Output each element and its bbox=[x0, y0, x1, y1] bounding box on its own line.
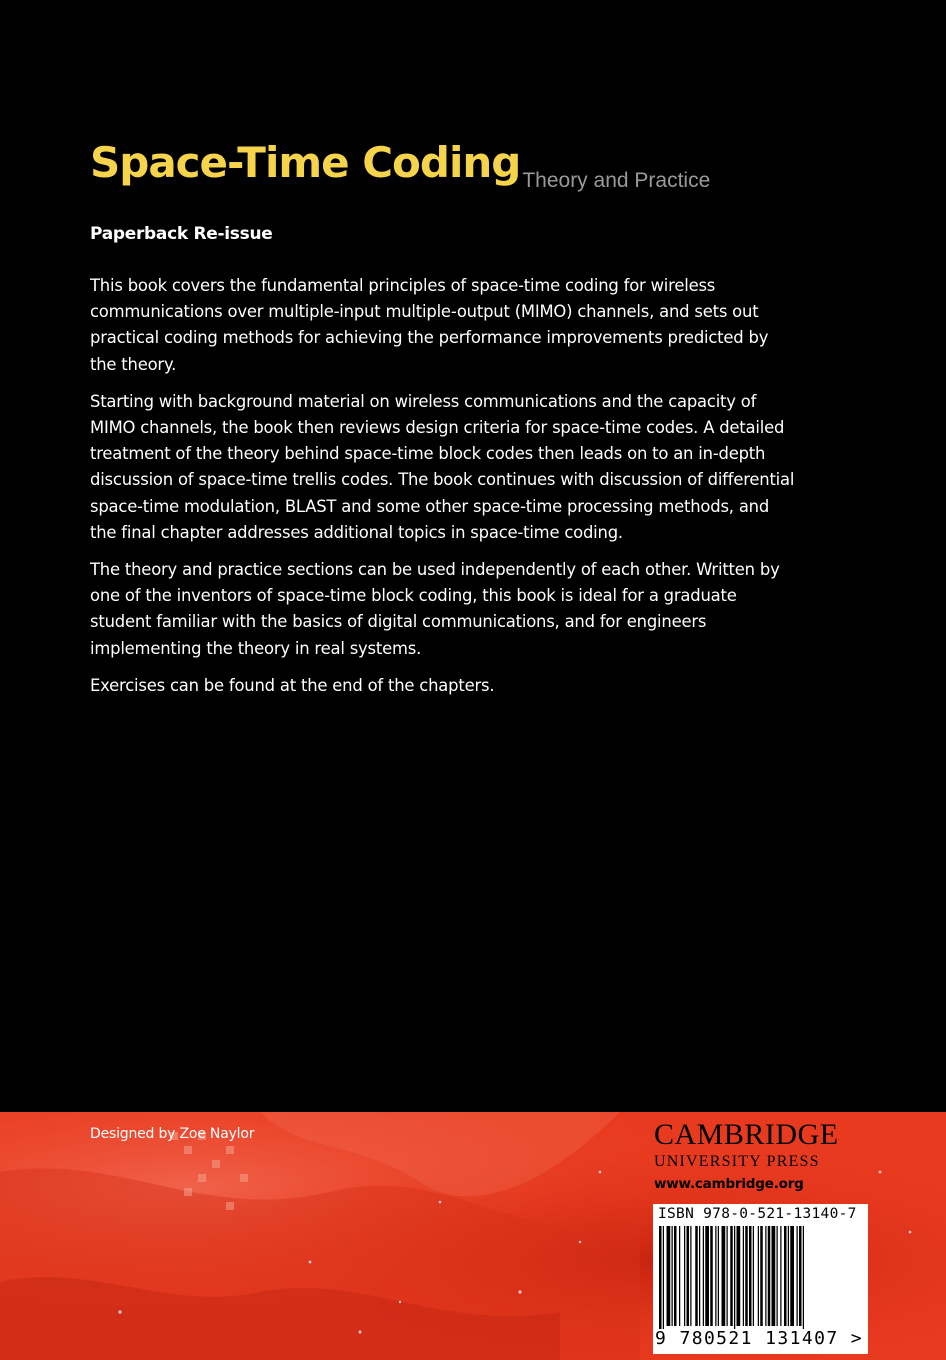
barcode-stripe bbox=[663, 1226, 664, 1334]
barcode-stripe bbox=[699, 1226, 700, 1326]
barcode-stripe bbox=[715, 1226, 716, 1326]
barcode-stripe bbox=[772, 1226, 776, 1326]
barcode-stripe bbox=[659, 1226, 662, 1334]
barcode-stripe bbox=[760, 1226, 763, 1326]
barcode-stripe bbox=[784, 1226, 787, 1326]
barcode-stripe bbox=[777, 1226, 778, 1326]
barcode-stripe bbox=[749, 1226, 752, 1326]
publisher-url: www.cambridge.org bbox=[654, 1176, 804, 1192]
barcode-stripe bbox=[797, 1226, 798, 1326]
barcode-stripe bbox=[667, 1226, 671, 1326]
blurb-paragraph: This book covers the fundamental principles of space-time coding for wireless communications over multiple-input multiple-output (MIMO) channels, and sets out practical coding methods for achieving the performance improvements predicted by the theory. bbox=[90, 276, 769, 374]
barcode-stripe bbox=[718, 1226, 719, 1326]
barcode-stripe bbox=[745, 1226, 748, 1326]
barcode-stripe bbox=[695, 1226, 698, 1326]
edition-note: Paperback Re-issue bbox=[90, 224, 273, 244]
barcode-stripe bbox=[790, 1226, 794, 1326]
barcode-stripe bbox=[734, 1226, 735, 1334]
barcode-stripe bbox=[799, 1226, 802, 1326]
barcode-stripe bbox=[672, 1226, 673, 1326]
barcode-stripe bbox=[703, 1226, 704, 1326]
barcode-stripe bbox=[768, 1226, 771, 1326]
barcode-digits: 9 780521 131407 > bbox=[655, 1328, 864, 1349]
blurb-paragraph: The theory and practice sections can be used independently of each other. Written by one of the inventors of space-time block coding, this book is ideal for a graduate student familiar with the basics of digital communications, and for engineers implementing the theory in real systems. bbox=[90, 560, 780, 658]
barcode-stripe bbox=[690, 1226, 691, 1326]
barcode-stripe bbox=[758, 1226, 759, 1326]
barcode-stripe bbox=[705, 1226, 709, 1326]
designer-credit: Designed by Zoe Naylor bbox=[90, 1126, 255, 1142]
publisher-press: UNIVERSITY PRESS bbox=[654, 1153, 820, 1170]
barcode-stripe bbox=[710, 1226, 713, 1326]
barcode-stripe bbox=[803, 1226, 804, 1334]
barcode-stripe bbox=[730, 1226, 733, 1326]
barcode-stripe bbox=[765, 1226, 766, 1326]
barcode-stripe bbox=[780, 1226, 781, 1326]
title-row bbox=[90, 138, 711, 192]
barcode-bars bbox=[657, 1226, 861, 1334]
isbn-label: ISBN 978-0-521-13140-7 bbox=[658, 1206, 857, 1222]
book-subtitle: Theory and Practice bbox=[522, 169, 711, 192]
blurb-text bbox=[90, 273, 795, 710]
barcode-stripe bbox=[737, 1226, 741, 1326]
barcode-stripe bbox=[684, 1226, 685, 1326]
barcode-stripe bbox=[743, 1226, 744, 1326]
footer-band bbox=[0, 1112, 946, 1360]
barcode-stripe bbox=[753, 1226, 754, 1326]
barcode-stripe bbox=[679, 1226, 680, 1326]
isbn-barcode bbox=[653, 1204, 868, 1354]
barcode-stripe bbox=[687, 1226, 690, 1326]
blurb-paragraph: Starting with background material on wireless communications and the capacity of MIMO channels, the book then reviews design criteria for space-time codes. A detailed treatment of the theory behind space-time block codes then leads on to an in-depth discussion of space-time trellis codes. The book continues with discussion of differential space-time modulation, BLAST and some other space-time processing methods, and the final chapter addresses additional topics in space-time coding. bbox=[90, 391, 795, 542]
barcode-stripe bbox=[722, 1226, 726, 1326]
publisher-logo bbox=[654, 1120, 874, 1192]
blurb-paragraph: Exercises can be found at the end of the chapters. bbox=[90, 675, 495, 695]
barcode-stripe bbox=[674, 1226, 677, 1326]
book-title: Space-Time Coding bbox=[90, 138, 521, 187]
publisher-name: CAMBRIDGE bbox=[654, 1118, 839, 1151]
barcode-stripe bbox=[788, 1226, 789, 1326]
barcode-stripe bbox=[727, 1226, 728, 1326]
